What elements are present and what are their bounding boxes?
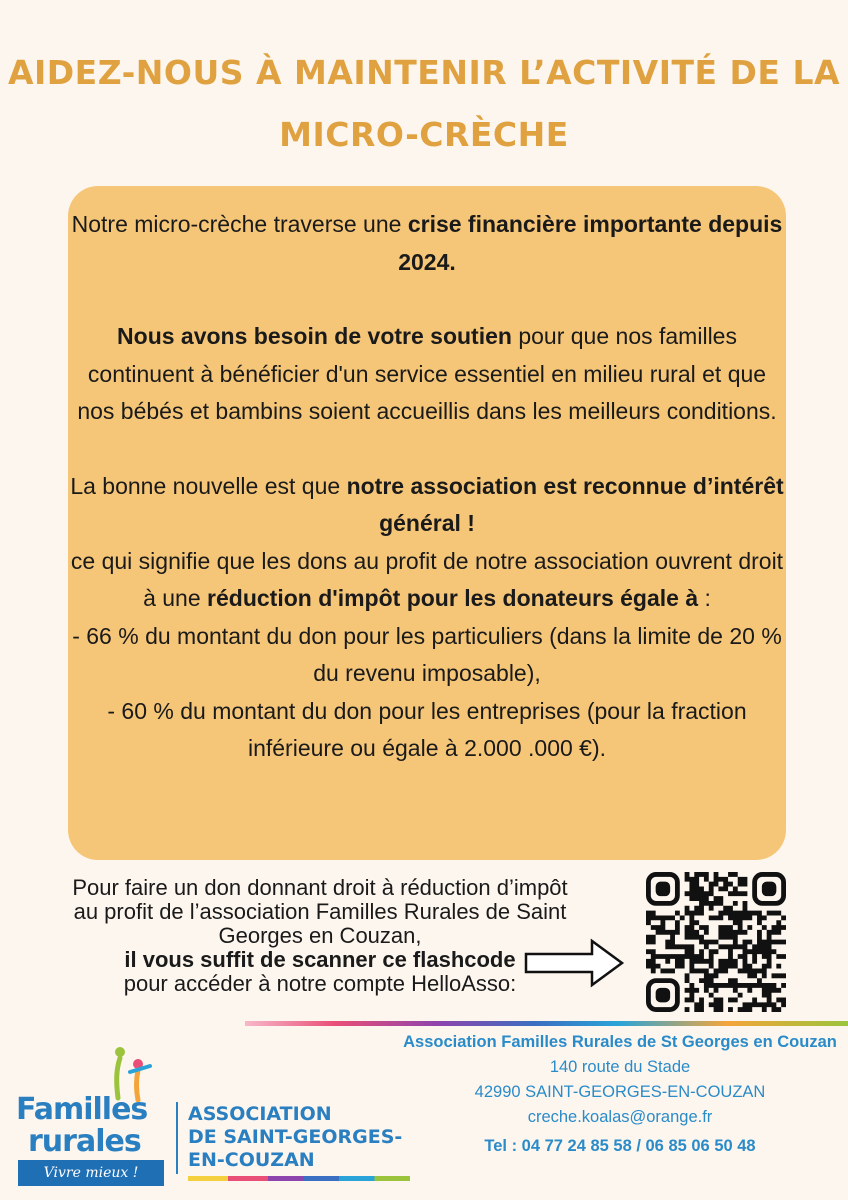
contact-name: Association Familles Rurales de St Georges en Couzan xyxy=(403,1033,837,1051)
list-item: - 66 % du montant du don pour les particuliers (dans la limite de 20 % du revenu imposable), xyxy=(72,622,782,686)
association-color-bar xyxy=(188,1176,410,1181)
contact-street: 140 route du Stade xyxy=(549,1058,691,1076)
qr-code-icon[interactable] xyxy=(646,872,786,1012)
donate-line-3: Georges en Couzan, xyxy=(218,923,422,948)
donate-line-2: au profit de l’association Familles Rurales de Saint xyxy=(73,899,567,924)
logo-word-rurales: rurales xyxy=(28,1124,141,1159)
logo-tagline: Vivre mieux ! xyxy=(18,1160,164,1186)
arrow-right-icon xyxy=(524,938,626,988)
contact-block xyxy=(400,1030,840,1159)
info-card xyxy=(68,186,786,860)
title-line-1: AIDEZ-NOUS À MAINTENIR L’ACTIVITÉ DE LA xyxy=(7,53,841,92)
donate-line-4-bold: il vous suffit de scanner ce flashcode xyxy=(124,947,516,972)
association-line-2: DE SAINT-GEORGES- xyxy=(188,1126,403,1148)
list-item: - 60 % du montant du don pour les entreprises (pour la fraction inférieure ou égale à 2.000 .000 €). xyxy=(107,697,747,761)
crisis-paragraph xyxy=(68,206,786,281)
familles-rurales-logo xyxy=(14,1042,170,1188)
logo-word-familles: Familles xyxy=(16,1092,148,1127)
donate-line-5: pour accéder à notre compte HelloAsso: xyxy=(123,971,517,996)
title-line-2: MICRO-CRÈCHE xyxy=(279,115,569,154)
tax-text-bold-2: réduction d'impôt pour les donateurs égale à xyxy=(207,585,699,611)
support-paragraph xyxy=(68,318,786,431)
crisis-text: Notre micro-crèche traverse une xyxy=(71,211,408,237)
contact-city: 42990 SAINT-GEORGES-EN-COUZAN xyxy=(474,1083,766,1101)
tax-text-3: : xyxy=(698,585,711,611)
tax-text-bold-1: notre association est reconnue d’intérêt général ! xyxy=(346,472,784,536)
tax-text-2: ce qui signifie que les dons au profit de notre association ouvrent droit à une xyxy=(70,547,784,611)
association-line-3: EN-COUZAN xyxy=(188,1149,315,1171)
contact-phone[interactable]: Tel : 04 77 24 85 58 / 06 85 06 50 48 xyxy=(484,1137,756,1155)
donate-line-1: Pour faire un don donnant droit à réduction d’impôt xyxy=(72,875,568,900)
association-line-1: ASSOCIATION xyxy=(188,1103,332,1125)
support-text: pour que nos familles continuent à bénéficier d'un service essentiel en milieu rural et que nos bébés et bambins soient accueillis dans les meilleurs conditions. xyxy=(77,323,777,424)
tax-text-1: La bonne nouvelle est que xyxy=(70,472,347,499)
crisis-text-bold: crise financière importante depuis 2024. xyxy=(398,211,783,275)
tax-paragraph xyxy=(68,468,786,618)
info-card-text xyxy=(68,206,786,768)
page-title xyxy=(0,42,848,166)
contact-email[interactable]: creche.koalas@orange.fr xyxy=(527,1108,713,1126)
support-text-bold: Nous avons besoin de votre soutien xyxy=(117,323,512,349)
logo-divider xyxy=(176,1102,178,1174)
association-name xyxy=(188,1103,402,1172)
color-divider xyxy=(245,1021,848,1026)
